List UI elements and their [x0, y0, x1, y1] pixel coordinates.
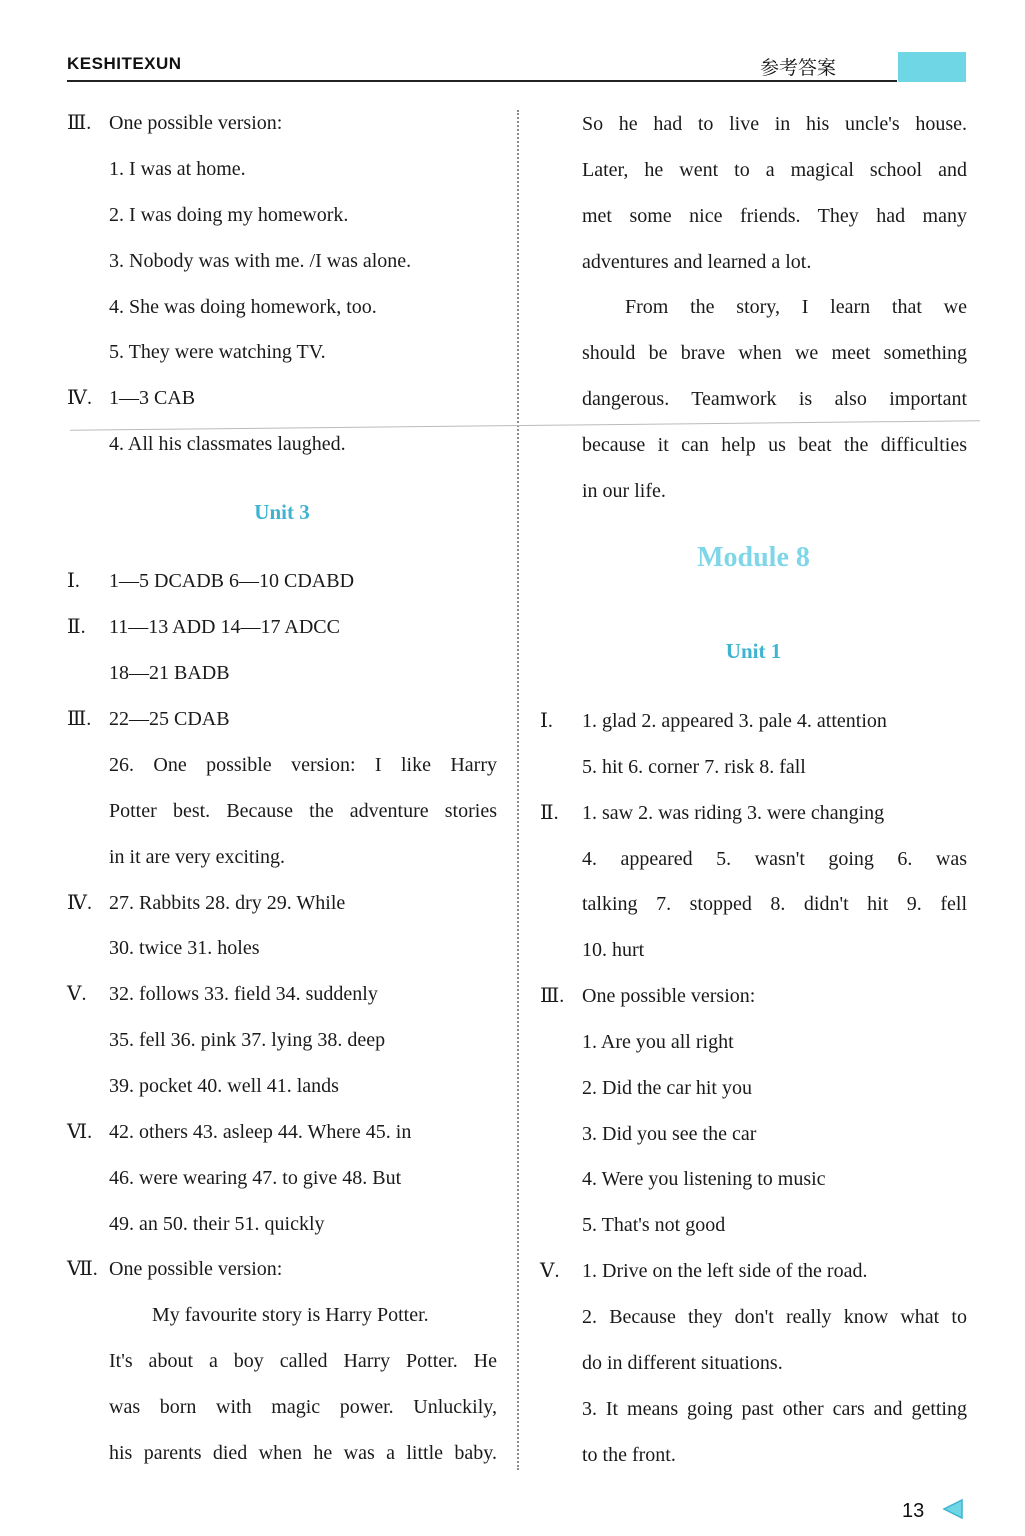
- roman-numeral: Ⅵ.: [67, 1121, 93, 1143]
- roman-numeral: Ⅰ.: [67, 570, 80, 592]
- u3-sec1: [67, 566, 497, 596]
- answer-line: 5. They were watching TV.: [109, 341, 326, 363]
- answer-line: 5. hit 6. corner 7. risk 8. fall: [582, 756, 806, 778]
- section-title: One possible version:: [582, 985, 756, 1007]
- answer-line: 11—13 ADD 14—17 ADCC: [109, 616, 340, 638]
- roman-numeral: Ⅲ.: [67, 708, 92, 730]
- u3-sec5: [67, 979, 497, 1009]
- essay-line: Later, he went to a magical school and: [582, 159, 967, 181]
- left-sec4-heading: [67, 383, 497, 413]
- roman-numeral: Ⅴ.: [67, 983, 87, 1005]
- essay-line: So he had to live in his uncle's house.: [582, 113, 967, 135]
- answer-line: 1—5 DCADB 6—10 CDABD: [109, 570, 355, 592]
- answer-line: 46. were wearing 47. to give 48. But: [109, 1167, 402, 1189]
- header-rule: [67, 80, 897, 82]
- answer-line: 42. others 43. asleep 44. Where 45. in: [109, 1121, 412, 1143]
- answer-line: 1. Are you all right: [582, 1031, 734, 1053]
- essay-line: It's about a boy called Harry Potter. He: [109, 1350, 497, 1372]
- answer-line: 10. hurt: [582, 939, 645, 961]
- answer-line: 32. follows 33. field 34. suddenly: [109, 983, 378, 1005]
- answer-line: 2. Because they don't really know what to: [582, 1306, 967, 1328]
- u1-sec2: [540, 798, 967, 828]
- answer-line: 2. Did the car hit you: [582, 1077, 752, 1099]
- answer-line: 1. I was at home.: [109, 158, 246, 180]
- roman-numeral: Ⅳ.: [67, 387, 92, 409]
- section-title: One possible version:: [109, 1258, 283, 1280]
- section-title: One possible version:: [109, 112, 283, 134]
- answer-line: 1—3 CAB: [109, 387, 196, 409]
- answer-line: 18—21 BADB: [109, 662, 230, 684]
- roman-numeral: Ⅲ.: [67, 112, 92, 134]
- essay-line: dangerous. Teamwork is also important: [582, 388, 967, 410]
- answer-line: 4. All his classmates laughed.: [109, 433, 346, 455]
- essay-line: was born with magic power. Unluckily,: [109, 1396, 497, 1418]
- answer-line: in it are very exciting.: [109, 846, 286, 868]
- essay-line: should be brave when we meet something: [582, 342, 967, 364]
- answer-line: 35. fell 36. pink 37. lying 38. deep: [109, 1029, 386, 1051]
- left-sec3-heading: [67, 108, 497, 138]
- u1-sec5: [540, 1256, 967, 1286]
- essay-line: adventures and learned a lot.: [582, 251, 812, 273]
- answer-line: 4. She was doing homework, too.: [109, 296, 377, 318]
- answer-line: 22—25 CDAB: [109, 708, 230, 730]
- answer-line: 1. glad 2. appeared 3. pale 4. attention: [582, 710, 887, 732]
- essay-line: in our life.: [582, 480, 666, 502]
- essay-line: From the story, I learn that we: [625, 296, 967, 318]
- roman-numeral: Ⅴ.: [540, 1260, 560, 1282]
- essay-line: met some nice friends. They had many: [582, 205, 967, 227]
- unit-1-title: Unit 1: [725, 639, 782, 663]
- answer-line: to the front.: [582, 1444, 676, 1466]
- answer-line: 4. Were you listening to music: [582, 1168, 826, 1190]
- u1-sec3: [540, 981, 967, 1011]
- answer-line: 3. Did you see the car: [582, 1123, 757, 1145]
- roman-numeral: Ⅰ.: [540, 710, 553, 732]
- u1-sec1: [540, 706, 967, 736]
- page-number: 13: [902, 1500, 925, 1522]
- answer-line: Potter best. Because the adventure stories: [109, 800, 497, 822]
- answer-line: 30. twice 31. holes: [109, 937, 260, 959]
- roman-numeral: Ⅳ.: [67, 892, 92, 914]
- answer-line: 39. pocket 40. well 41. lands: [109, 1075, 339, 1097]
- roman-numeral: Ⅲ.: [540, 985, 565, 1007]
- page-header: [0, 0, 1025, 90]
- u3-sec2: [67, 612, 497, 642]
- u3-sec3: [67, 704, 497, 734]
- answer-line: 1. Drive on the left side of the road.: [582, 1260, 868, 1282]
- unit-3-title: Unit 3: [254, 500, 310, 524]
- column-divider: [517, 110, 519, 1470]
- answer-line: 27. Rabbits 28. dry 29. While: [109, 892, 346, 914]
- section-label: 参考答案: [760, 57, 837, 79]
- left-triangle-arrow-icon: [942, 1498, 964, 1520]
- answer-line: 3. Nobody was with me. /I was alone.: [109, 250, 412, 272]
- answer-line: talking 7. stopped 8. didn't hit 9. fell: [582, 893, 967, 915]
- answer-line: 49. an 50. their 51. quickly: [109, 1213, 325, 1235]
- roman-numeral: Ⅱ.: [67, 616, 86, 638]
- essay-line: his parents died when he was a little baby.: [109, 1442, 497, 1464]
- answer-line: 4. appeared 5. wasn't going 6. was: [582, 848, 967, 870]
- answer-line: 5. That's not good: [582, 1214, 726, 1236]
- brand-name: KESHITEXUN: [67, 54, 182, 73]
- answer-line: 3. It means going past other cars and getting: [582, 1398, 967, 1420]
- essay-line: because it can help us beat the difficulties: [582, 434, 967, 456]
- roman-numeral: Ⅱ.: [540, 802, 559, 824]
- answer-line: do in different situations.: [582, 1352, 783, 1374]
- answer-line: 26. One possible version: I like Harry: [109, 754, 497, 776]
- answer-line: 1. saw 2. was riding 3. were changing: [582, 802, 885, 824]
- module-8-title: Module 8: [697, 542, 810, 573]
- answer-line: 2. I was doing my homework.: [109, 204, 349, 226]
- u3-sec4: [67, 888, 497, 918]
- roman-numeral: Ⅶ.: [67, 1258, 98, 1280]
- u3-sec6: [67, 1117, 497, 1147]
- essay-line: My favourite story is Harry Potter.: [152, 1304, 429, 1326]
- header-color-tab: [898, 52, 966, 82]
- u3-sec7: [67, 1254, 497, 1284]
